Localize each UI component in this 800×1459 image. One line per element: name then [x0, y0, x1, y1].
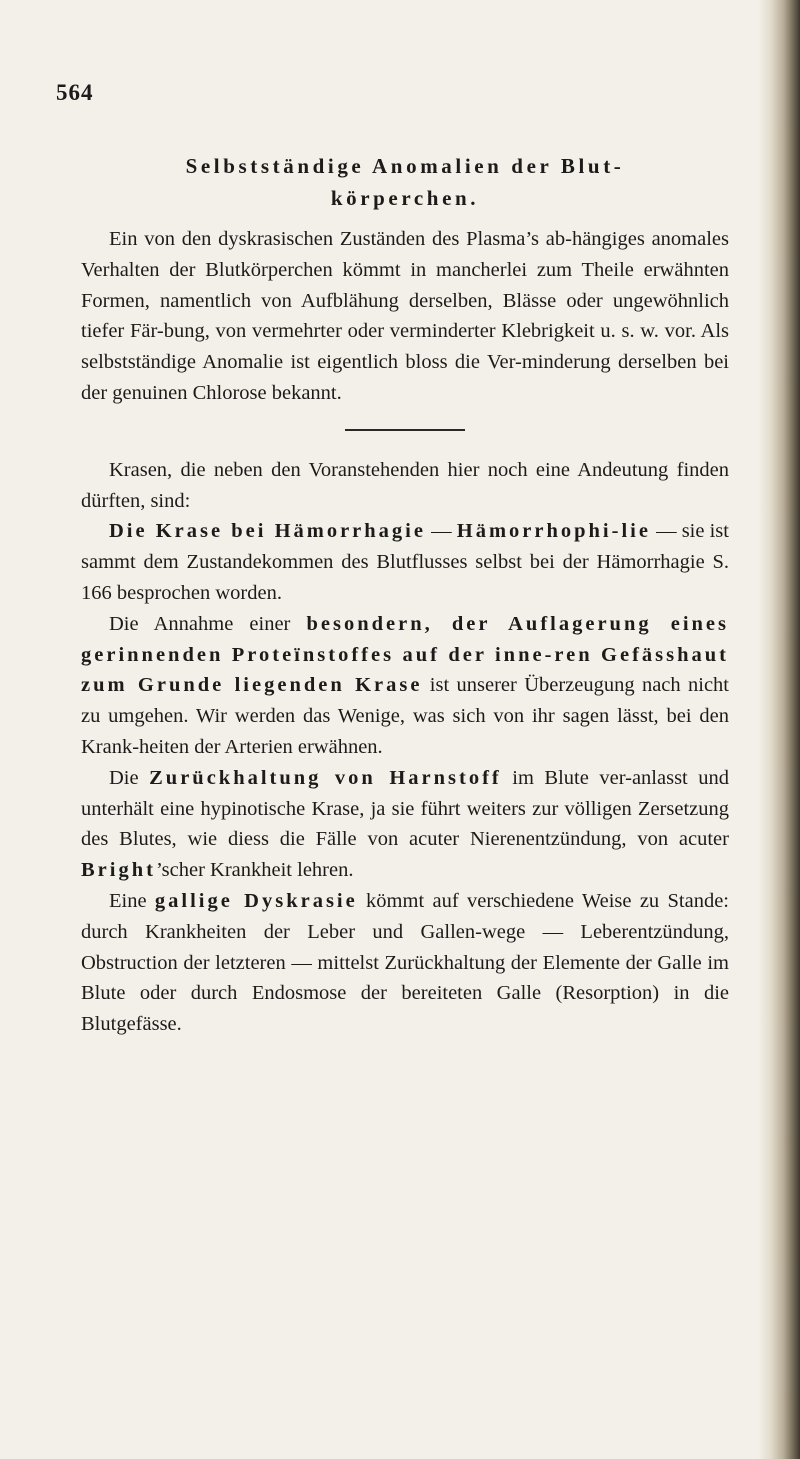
page-number: 564: [56, 80, 94, 105]
term-bright: Bright: [81, 859, 156, 882]
text-run: Die: [109, 766, 150, 789]
section-title-line-2: körperchen.: [330, 186, 480, 210]
term-gallige-dyskrasie: gallige Dyskrasie: [154, 889, 358, 912]
paragraph-gallige-dyskrasie: [81, 886, 729, 1040]
term-proteinstoff-krase: besondern, der Auflagerung eines gerinnenden Proteïnstoffes auf der inne-ren Gefässhaut zum Grunde liegenden Krase: [81, 612, 729, 697]
text-run: Eine: [109, 889, 155, 912]
paragraph-haemorrhagie: [81, 516, 729, 608]
paragraph-krasen-intro: Krasen, die neben den Voranstehenden hier noch eine Andeutung finden dürften, sind:: [81, 458, 729, 512]
text-run: ’scher Krankheit lehren.: [155, 859, 354, 882]
text-run: kömmt auf verschiedene Weise zu Stande: durch Krankheiten der Leber und Gallen-wege — Leberentzündung, Obstruction der letzteren — mittelst Zurückhaltung der Elemente der Galle im Blute oder durch Endosmose der bereiteten Galle (Resorption) in die Blutgefässe.: [81, 889, 729, 1036]
term-haemorrhophilie: Hämorrhophi-lie: [456, 520, 651, 543]
text-run: ist unserer Überzeugung nach nicht zu umgehen. Wir werden das Wenige, was sich von ihr sagen lässt, bei den Krank-heiten der Arterien erwähnen.: [81, 674, 729, 758]
paragraph-harnstoff: [81, 763, 729, 886]
paragraph-blood-cell-anomalies: Ein von den dyskrasischen Zuständen des Plasma’s ab-hängiges anomales Verhalten der Blutkörperchen kömmt in mancherlei zum Theile erwähnten Formen, namentlich von Aufblähung derselben, Blässe oder ungewöhnlich tiefer Fär-bung, von vermehrter oder verminderter Klebrigkeit u. s. w. vor. Als selbstständige Anomalie ist eigentlich bloss die Ver-minderung derselben bei der genuinen Chlorose bekannt.: [81, 228, 729, 404]
section-divider: [345, 429, 465, 431]
section-title: [81, 150, 729, 214]
text-run: Die Annahme einer: [109, 612, 307, 635]
section-title-line-1: Selbstständige Anomalien der Blut-: [185, 154, 625, 178]
page-body: [81, 150, 729, 1040]
paragraph-proteinstoff-krase: [81, 609, 729, 763]
term-krase-haemorrhagie: Die Krase bei Hämorrhagie: [109, 520, 426, 543]
text-run: im Blute ver-anlasst und unterhält eine hypinotische Krase, ja sie führt weiters zur völligen Zersetzung des Blutes, wie diess die Fälle von acuter Nierenentzündung, von acuter: [81, 766, 730, 851]
text-run: — sie ist sammt dem Zustandekommen des Blutflusses selbst bei der Hämorrhagie S. 166 besprochen worden.: [81, 520, 729, 604]
term-zurueckhaltung-harnstoff: Zurückhaltung von Harnstoff: [149, 766, 502, 789]
text-run: —: [425, 520, 457, 543]
page-edge-shadow: [758, 0, 800, 1459]
